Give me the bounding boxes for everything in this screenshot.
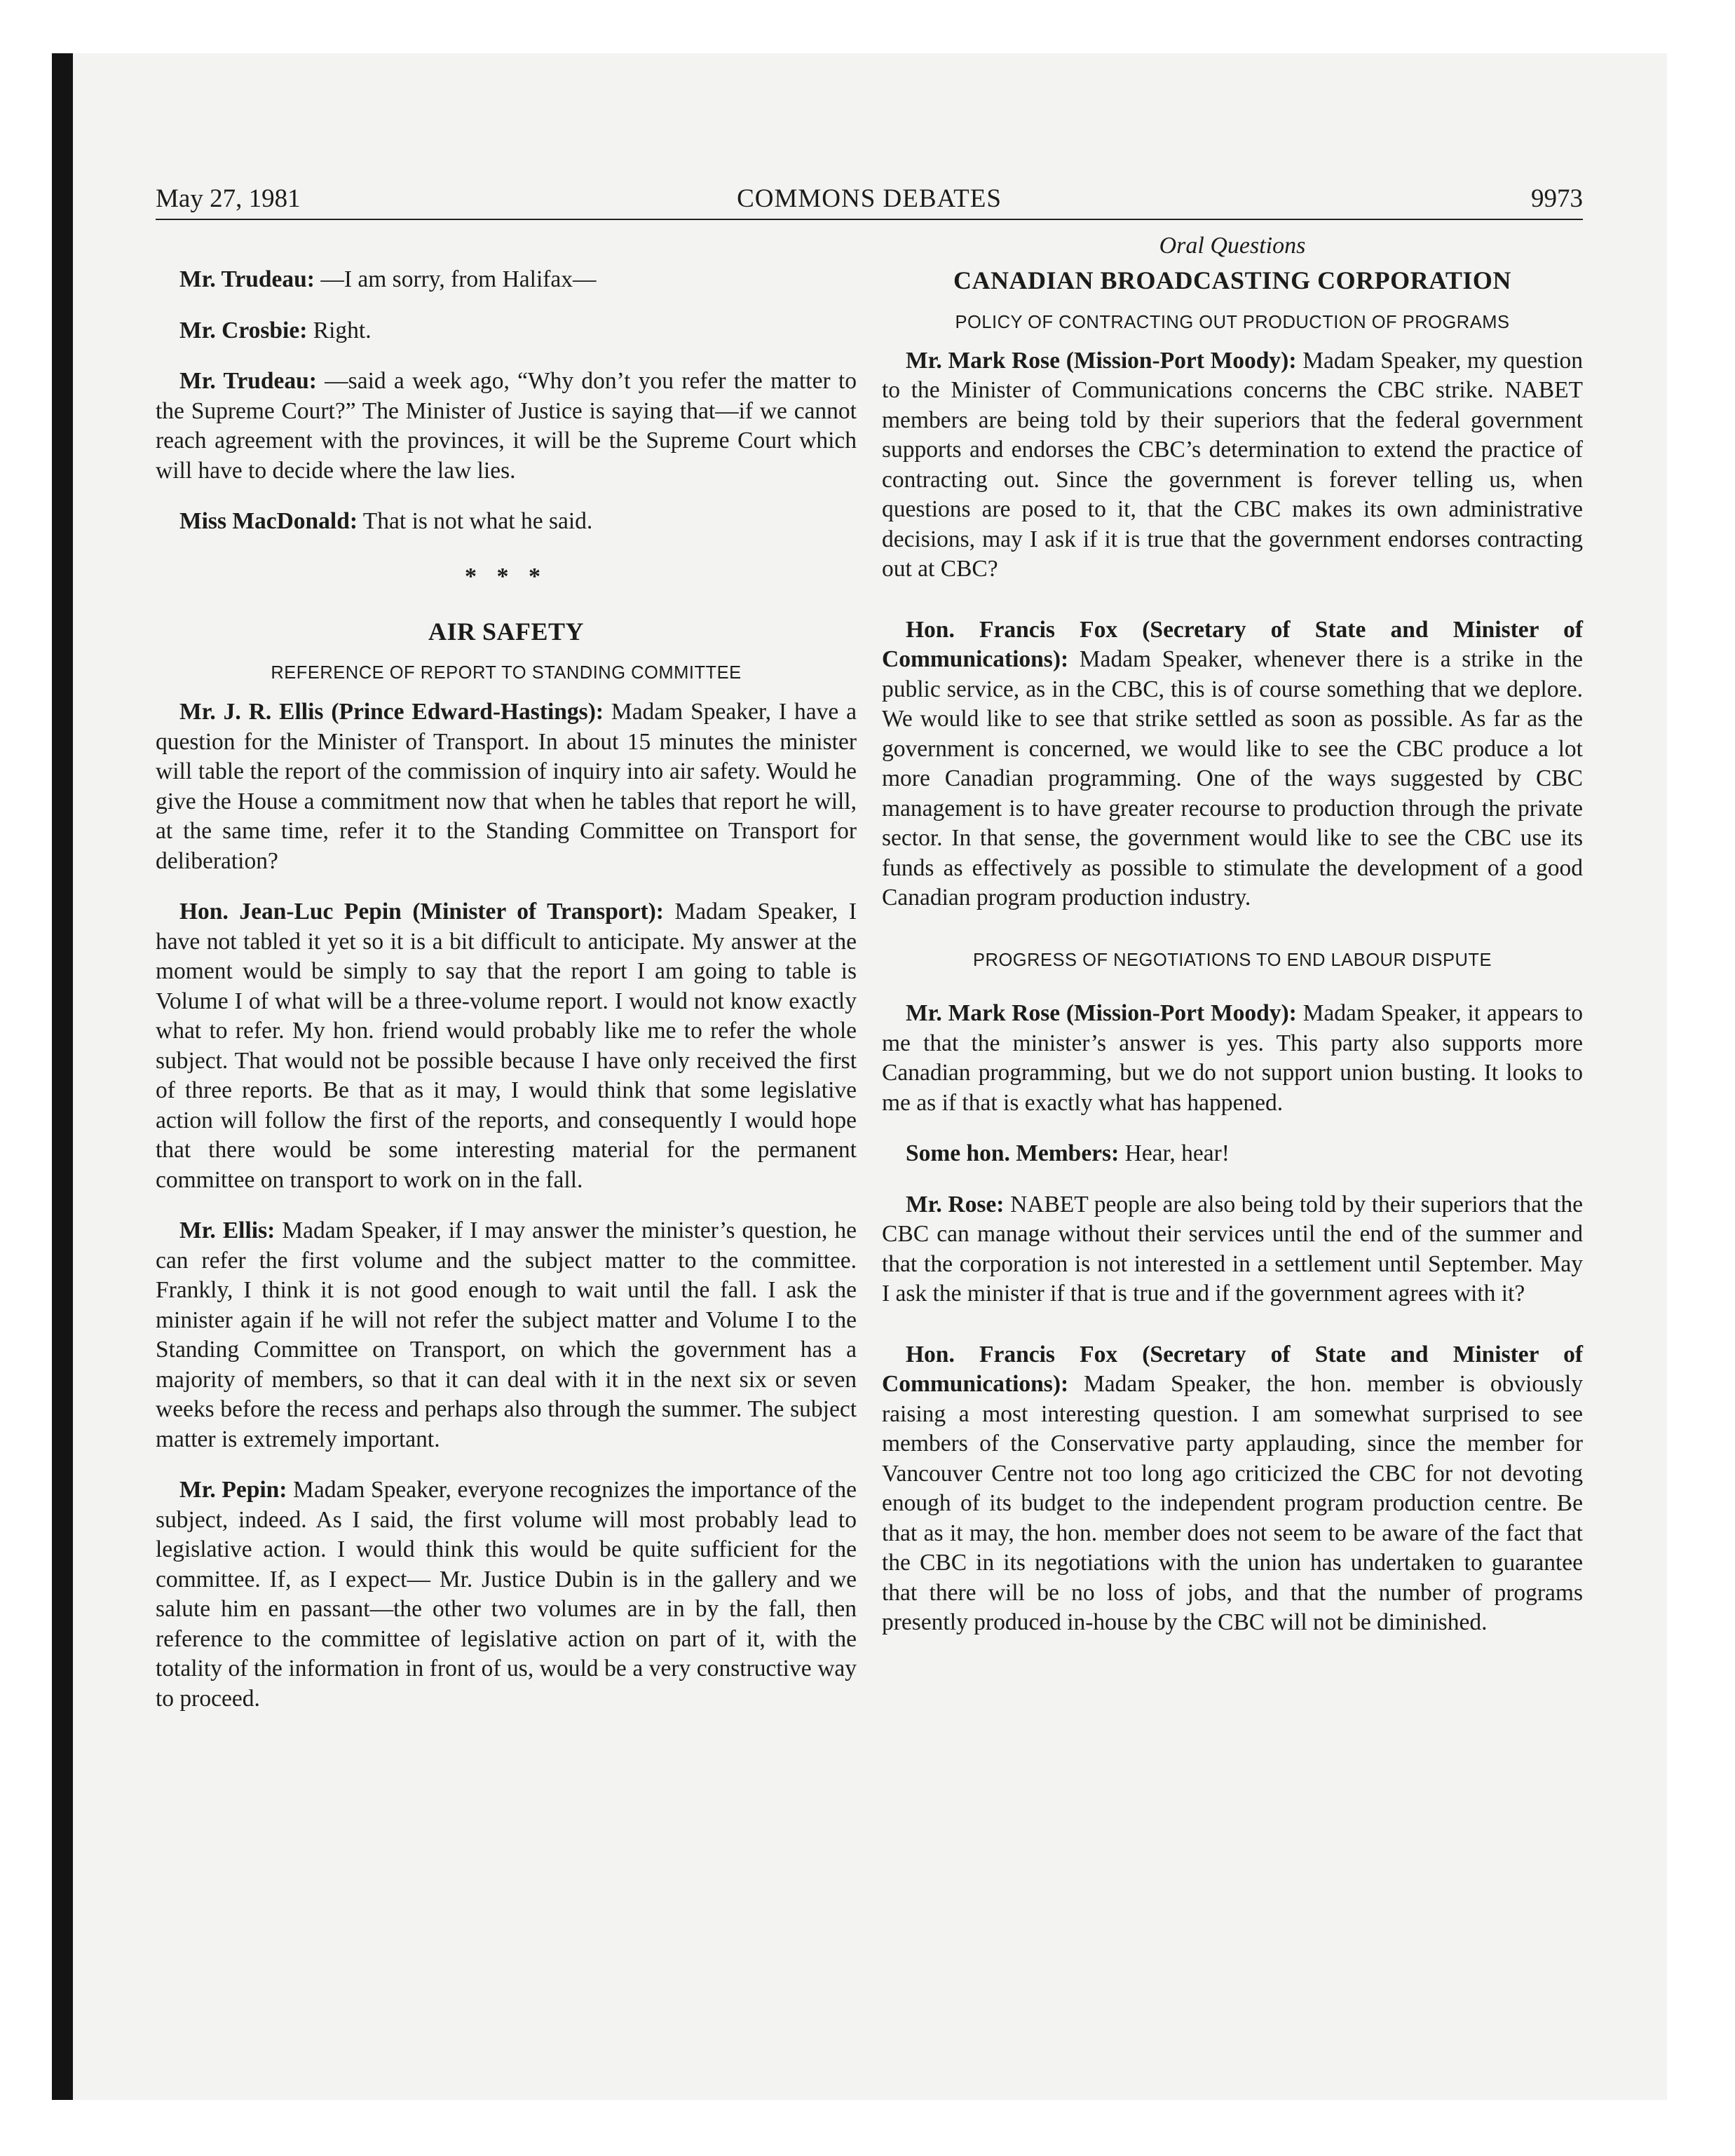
speaker-name: Hon. Jean-Luc Pepin (Minister of Transport):	[179, 899, 664, 925]
speech-paragraph	[882, 1340, 1583, 1638]
speech-text: NABET people are also being told by their superiors that the CBC can manage without their services until the end of the summer and that the corporation is not interested in a settlement until September. May I ask the minister if that is true and if the government agrees with it?	[882, 1191, 1584, 1306]
speech-paragraph	[156, 265, 857, 295]
speaker-name: Some hon. Members:	[906, 1140, 1120, 1166]
speaker-name: Mr. Rose:	[906, 1191, 1005, 1217]
speaker-name: Hon. Francis Fox (Secretary of State and Minister of Communications):	[882, 1341, 1583, 1397]
section-heading: CANADIAN BROADCASTING CORPORATION	[953, 266, 1511, 294]
running-header	[156, 184, 1583, 220]
speech-paragraph	[156, 697, 857, 876]
header-page-number: 9973	[1531, 184, 1583, 213]
speech-text: Right.	[307, 317, 372, 343]
speech-text: That is not what he said.	[358, 508, 593, 534]
speech-paragraph	[156, 1216, 857, 1454]
speech-paragraph	[156, 897, 857, 1195]
speech-text: —said a week ago, “Why don’t you refer the matter to the Supreme Court?” The Minister of Justice is saying that—if we cannot reach agreement with the provinces, it will be the Supreme Court which will have to decide where the law lies.	[156, 368, 857, 484]
section-label: Oral Questions	[1159, 233, 1306, 259]
speaker-name: Mr. Trudeau:	[179, 266, 315, 292]
header-title: COMMONS DEBATES	[737, 184, 1002, 213]
speech-text: Madam Speaker, I have not tabled it yet so it is a bit difficult to anticipate. My answer at the moment would be simply to say that the report I am going to table is Volume I of what will be a three-volume report. I would not know exactly what to refer. My hon. friend would probably like me to refer the whole subject. That would not be possible because I have only received the first of three reports. Be that as it may, I would think that some legislative action will follow the first of the reports, and consequently I would hope that there would be some interesting material for the permanent committee on transport to work on in the fall.	[156, 899, 857, 1193]
speech-text: Madam Speaker, it appears to me that the minister’s answer is yes. This party also supports more Canadian programming, but we do not support union busting. It looks to me as if that is exactly what has happened.	[882, 1000, 1583, 1116]
speech-text: Hear, hear!	[1119, 1140, 1230, 1166]
speech-text: —I am sorry, from Halifax—	[314, 266, 597, 292]
speaker-name: Mr. Crosbie:	[179, 317, 308, 343]
section-subheading: REFERENCE OF REPORT TO STANDING COMMITTEE	[271, 662, 742, 683]
speaker-name: Mr. Trudeau:	[179, 368, 317, 394]
hansard-page	[156, 184, 1584, 1712]
speech-paragraph	[882, 1190, 1583, 1309]
section-separator: * * *	[465, 563, 547, 589]
section-heading: AIR SAFETY	[428, 618, 585, 646]
speech-paragraph	[156, 507, 857, 537]
speaker-name: Mr. J. R. Ellis (Prince Edward-Hastings):	[179, 699, 604, 725]
speech-paragraph	[156, 316, 857, 346]
speech-paragraph	[882, 615, 1583, 913]
header-date: May 27, 1981	[156, 184, 301, 213]
speaker-name: Miss MacDonald:	[179, 508, 358, 534]
speech-paragraph	[882, 1139, 1583, 1169]
speech-paragraph	[882, 346, 1583, 585]
speech-paragraph	[156, 367, 857, 486]
speaker-name: Hon. Francis Fox (Secretary of State and Minister of Communications):	[882, 616, 1583, 672]
section-subheading: POLICY OF CONTRACTING OUT PRODUCTION OF PROGRAMS	[955, 313, 1510, 332]
speech-paragraph	[882, 999, 1583, 1118]
speaker-name: Mr. Ellis:	[179, 1217, 275, 1243]
speech-text: Madam Speaker, I have a question for the Minister of Transport. In about 15 minutes the minister will table the report of the commission of inquiry into air safety. Would he give the House a commitment now that when he tables that report he will, at the same time, refer it to the Standing Committee on Transport for deliberation?	[156, 699, 857, 874]
speech-paragraph	[156, 1475, 857, 1714]
speaker-name: Mr. Mark Rose (Mission-Port Moody):	[906, 347, 1297, 374]
speech-text: Madam Speaker, if I may answer the minister’s question, he can refer the first volume and the subject matter to the committee. Frankly, I think it is not good enough to wait until the fall. I ask the minister again if he will not refer the subject matter and Volume I to the Standing Committee on Transport, on which the government has a majority of members, so that it can deal with it in the next six or seven weeks before the recess and perhaps also through the summer. The subject matter is extremely important.	[156, 1217, 857, 1452]
speaker-name: Mr. Mark Rose (Mission-Port Moody):	[906, 1000, 1297, 1026]
speech-text: Madam Speaker, the hon. member is obviously raising a most interesting question. I am somewhat surprised to see members of the Conservative party applauding, since the member for Vancouver Centre not too long ago criticized the CBC for not devoting enough of its budget to the independent program production centre. Be that as it may, the hon. member does not seem to be aware of the fact that the CBC in its negotiations with the union has undertaken to guarantee that there will be no loss of jobs, and that the number of programs presently produced in-house by the CBC will not be diminished.	[882, 1371, 1583, 1635]
right-column	[882, 231, 1583, 1638]
speech-text: Madam Speaker, whenever there is a strike in the public service, as in the CBC, this is of course something that we deplore. We would like to see that strike settled as soon as possible. As far as the government is concerned, we would like to see the CBC produce a lot more Canadian programming. One of the ways suggested by CBC management is to have greater recourse to production through the private sector. In that sense, the government would like to see the CBC use its funds as effectively as possible to stimulate the development of a good Canadian program production industry.	[882, 646, 1583, 910]
section-subheading: PROGRESS OF NEGOTIATIONS TO END LABOUR DISPUTE	[973, 950, 1492, 970]
speech-text: Madam Speaker, my question to the Minister of Communications concerns the CBC strike. NABET members are being told by their superiors that the federal government supports and endorses the CBC’s determination to extend the practice of contracting out. Since the government is forever telling us, when questions are posed to it, that the CBC makes its own administrative decisions, may I ask if it is true that the government endorses contracting out at CBC?	[882, 347, 1583, 582]
left-column	[156, 265, 857, 1714]
scan-binding-edge	[52, 53, 73, 2100]
speaker-name: Mr. Pepin:	[179, 1477, 287, 1503]
speech-text: Madam Speaker, everyone recognizes the importance of the subject, indeed. As I said, the first volume will most probably lead to legislative action. I would think this would be quite sufficient for the committee. If, as I expect— Mr. Justice Dubin is in the gallery and we salute him en passant—the other two volumes are in by the fall, then reference to the committee of legislative action on part of it, with the totality of the information in front of us, would be a very constructive way to proceed.	[156, 1477, 857, 1712]
